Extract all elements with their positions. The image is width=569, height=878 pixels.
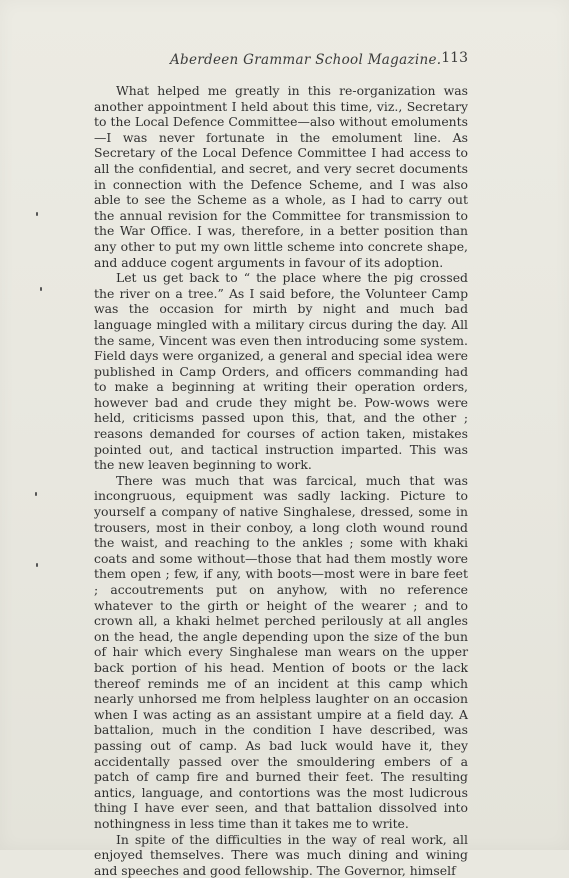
page-number: 113 <box>441 50 468 66</box>
margin-mark <box>40 287 42 291</box>
running-header <box>94 50 468 72</box>
margin-mark <box>35 492 37 496</box>
margin-mark <box>36 212 38 216</box>
journal-title: Aberdeen Grammar School Magazine. <box>170 52 441 68</box>
paragraph: There was much that was farcical, much that was incongruous, equipment was sadly lacking. Picture to yourself a company of native Singhalese, dressed, some in trousers, most in their conboy, a long cloth wound round the waist, and reaching to the ankles ; some with khaki coats and some without—those that had them mostly wore them open ; few, if any, with boots—most were in bare feet ; accoutrements put on anyhow, with no reference whatever to the girth or height of the wearer ; and to crown all, a khaki helmet perched perilously at all angles on the head, the angle depending upon the size of the bun of hair which every Singhalese man wears on the upper back portion of his head. Mention of boots or the lack thereof reminds me of an incident at this camp which nearly unhorsed me from helpless laughter on an occasion when I was acting as an assistant umpire at a field day. A battalion, much in the condition I have described, was passing out of camp. As bad luck would have it, they accidentally passed over the smouldering embers of a patch of camp fire and burned their feet. The resulting antics, language, and contortions was the most ludicrous thing I have ever seen, and that battalion dissolved into nothingness in less time than it takes me to write. <box>94 473 468 832</box>
paragraph: Let us get back to “ the place where the pig crossed the river on a tree.” As I said before, the Volunteer Camp was the occasion for mirth by night and much bad language mingled with a military circus during the day. All the same, Vincent was even then introducing some system. Field days were organized, a general and special idea were published in Camp Orders, and officers commanding had to make a beginning at writing their operation orders, however bad and crude they might be. Pow-wows were held, criticisms passed upon this, that, and the other ; reasons demanded for courses of action taken, mistakes pointed out, and tactical instruction imparted. This was the new leaven beginning to work. <box>94 270 468 473</box>
paragraph: In spite of the difficulties in the way of real work, all enjoyed themselves. There was much dining and wining and speeches and good fellowship. The Governor, himself <box>94 832 468 878</box>
margin-mark <box>36 563 38 567</box>
article-body <box>94 83 468 878</box>
paragraph: What helped me greatly in this re-organization was another appointment I held about this time, viz., Secretary to the Local Defence Committee—also without emoluments—I was never fortunate in the emolument line. As Secretary of the Local Defence Committee I had access to all the confidential, and secret, and very secret documents in connection with the Defence Scheme, and I was also able to see the Scheme as a whole, as I had to carry out the annual revision for the Committee for transmission to the War Office. I was, therefore, in a better position than any other to put my own little scheme into concrete shape, and adduce cogent arguments in favour of its adoption. <box>94 83 468 270</box>
